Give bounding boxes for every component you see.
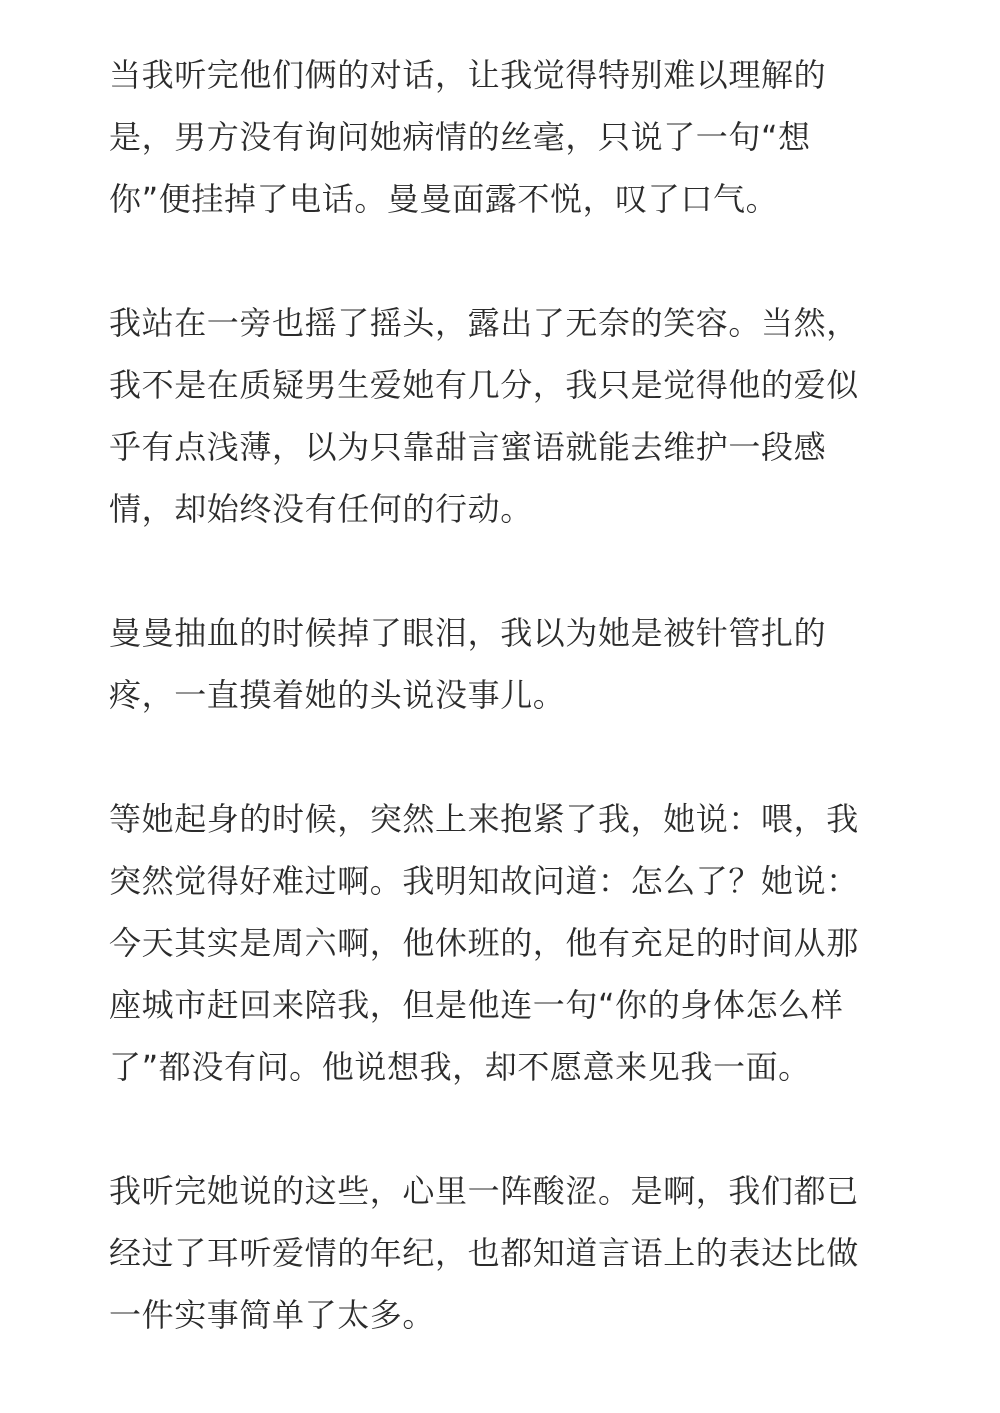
paragraph-2 [109,292,909,540]
text-line: 情，却始终没有任何的行动。 [109,490,533,528]
paragraph-1 [109,44,909,230]
text-line: 今天其实是周六啊，他休班的，他有充足的时间从那 [109,924,859,962]
text-line: 当我听完他们俩的对话，让我觉得特别难以理解的 [109,56,827,94]
text-line: 是，男方没有询问她病情的丝毫，只说了一句“想 [109,118,811,156]
text-line: 你”便挂掉了电话。曼曼面露不悦，叹了口气。 [109,180,779,218]
text-line: 我不是在质疑男生爱她有几分，我只是觉得他的爱似 [109,366,859,404]
text-line: 一件实事简单了太多。 [109,1296,436,1334]
paragraph-3 [109,602,909,726]
text-line: 突然觉得好难过啊。我明知故问道：怎么了？她说： [109,862,859,900]
text-line: 座城市赶回来陪我，但是他连一句“你的身体怎么样 [109,986,844,1024]
paragraph-4 [109,788,909,1098]
text-line: 了”都没有问。他说想我，却不愿意来见我一面。 [109,1048,811,1086]
text-line: 经过了耳听爱情的年纪，也都知道言语上的表达比做 [109,1234,859,1272]
text-line: 疼，一直摸着她的头说没事儿。 [109,676,566,714]
text-line: 乎有点浅薄，以为只靠甜言蜜语就能去维护一段感 [109,428,827,466]
text-line: 等她起身的时候，突然上来抱紧了我，她说：喂，我 [109,800,859,838]
text-line: 我站在一旁也摇了摇头，露出了无奈的笑容。当然， [109,304,859,342]
text-line: 曼曼抽血的时候掉了眼泪，我以为她是被针管扎的 [109,614,827,652]
article-body [109,44,909,1408]
paragraph-5 [109,1160,909,1346]
text-line: 我听完她说的这些，心里一阵酸涩。是啊，我们都已 [109,1172,859,1210]
